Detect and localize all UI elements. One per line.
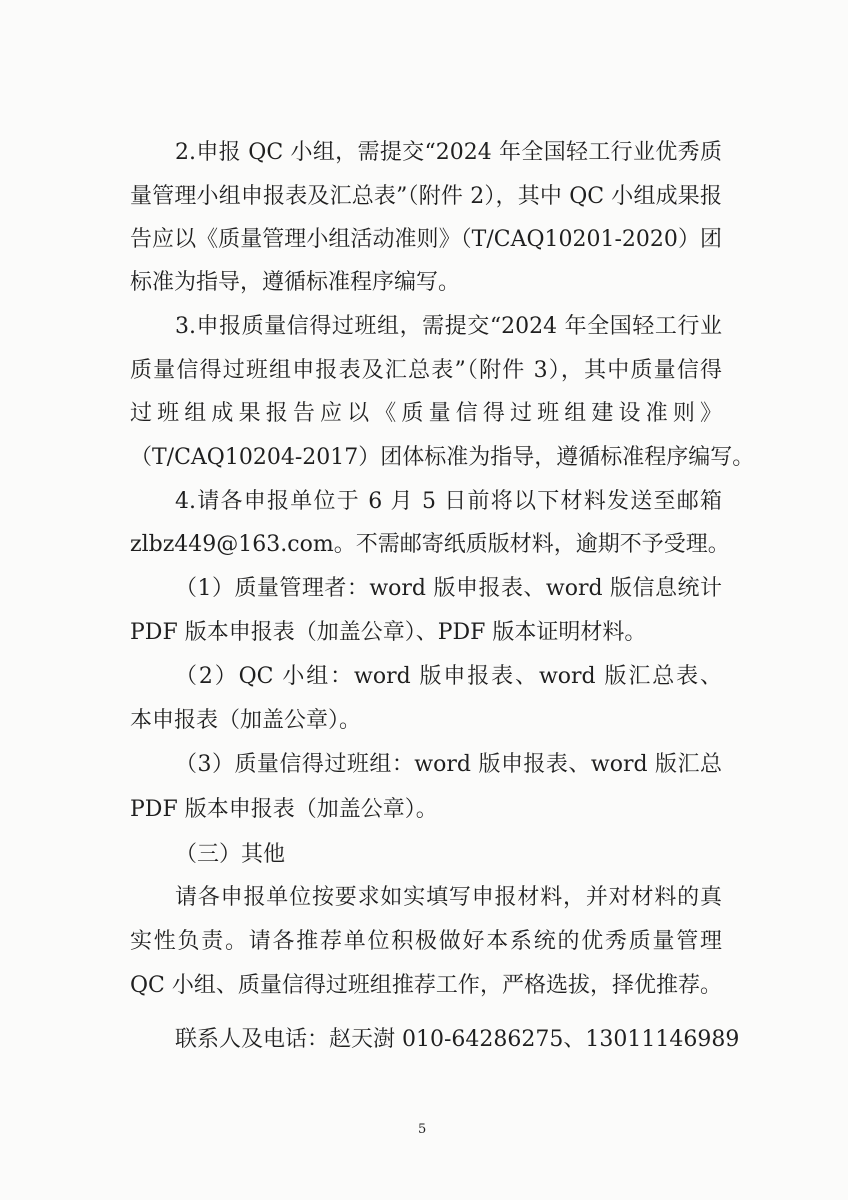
other-line-2: 实性负责。请各推荐单位积极做好本系统的优秀质量管理: [130, 929, 722, 954]
item-3-line-1: （3）质量信得过班组：word 版申报表、word 版汇总: [175, 752, 722, 777]
item-3-line-2: PDF 版本申报表（加盖公章）。: [130, 797, 438, 822]
section-heading-other: （三）其他: [175, 842, 286, 867]
item-2-line-2: 本申报表（加盖公章）。: [130, 708, 362, 733]
item-2-line-1: （2）QC 小组：word 版申报表、word 版汇总表、: [175, 664, 722, 689]
item-1-line-1: （1）质量管理者：word 版申报表、word 版信息统计: [175, 576, 722, 601]
para-3-line-3: 过班组成果报告应以《质量信得过班组建设准则》: [130, 401, 722, 426]
para-2-line-4: 标准为指导，遵循标准程序编写。: [130, 270, 461, 295]
contact-line: 联系人及电话：赵天澍 010-64286275、13011146989: [175, 1027, 740, 1052]
other-line-3: QC 小组、质量信得过班组推荐工作，严格选拔，择优推荐。: [130, 973, 722, 998]
item-1-line-2: PDF 版本申报表（加盖公章）、PDF 版本证明材料。: [130, 620, 647, 645]
para-3-line-2: 质量信得过班组申报表及汇总表”（附件 3），其中质量信得: [130, 358, 722, 383]
para-4-line-2: zlbz449@163.com。不需邮寄纸质版材料，逾期不予受理。: [130, 532, 730, 557]
para-3-line-4: （T/CAQ10204-2017）团体标准为指导，遵循标准程序编写。: [130, 445, 755, 470]
para-3-line-1: 3.申报质量信得过班组，需提交“2024 年全国轻工行业: [175, 314, 722, 339]
para-2-line-2: 量管理小组申报表及汇总表”（附件 2），其中 QC 小组成果报: [130, 184, 722, 209]
para-2-line-1: 2.申报 QC 小组，需提交“2024 年全国轻工行业优秀质: [175, 140, 722, 165]
other-line-1: 请各申报单位按要求如实填写申报材料，并对材料的真: [175, 885, 722, 910]
para-4-line-1: 4.请各申报单位于 6 月 5 日前将以下材料发送至邮箱: [175, 489, 722, 514]
page-number: 5: [418, 1122, 427, 1137]
para-2-line-3: 告应以《质量管理小组活动准则》（T/CAQ10201-2020）团: [130, 227, 722, 252]
